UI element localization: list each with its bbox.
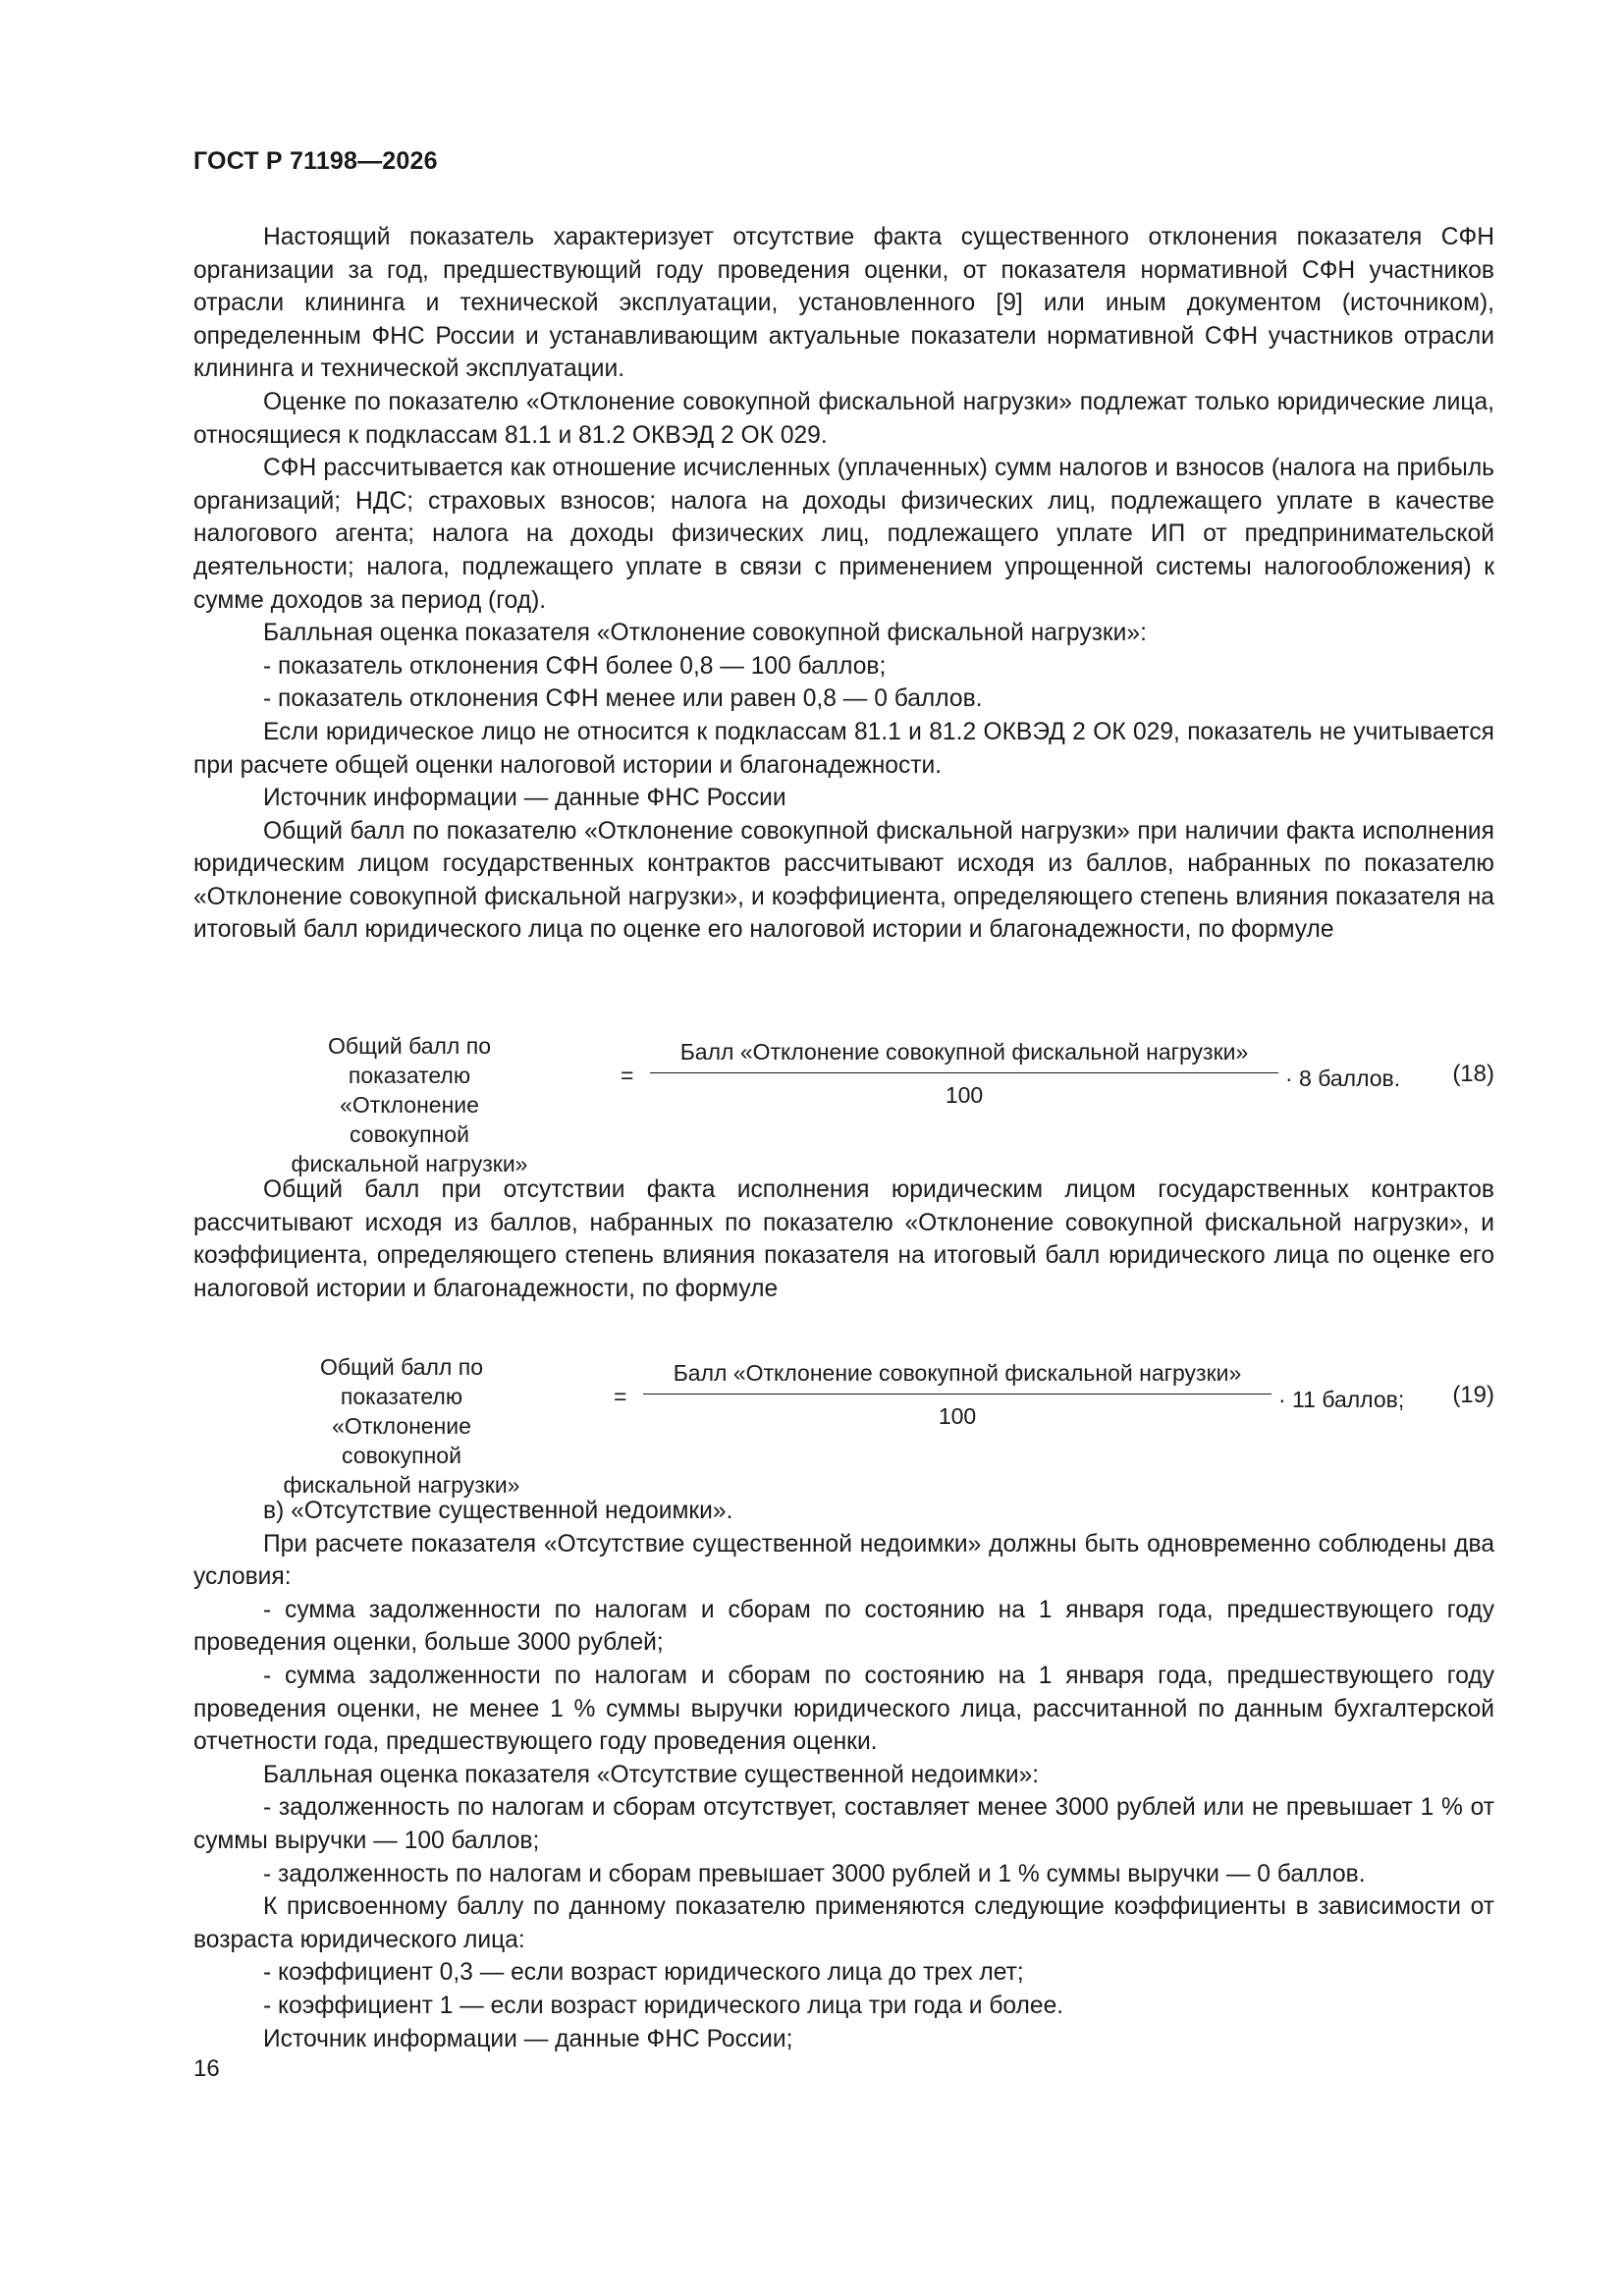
formula-numerator: Балл «Отклонение совокупной фискальной нагрузки» xyxy=(673,1360,1242,1386)
formula-number: (19) xyxy=(1452,1382,1494,1408)
page-number: 16 xyxy=(193,2055,220,2082)
formula-denominator: 100 xyxy=(945,1082,984,1108)
document-header: ГОСТ Р 71198—2026 xyxy=(193,147,438,175)
list-item: - сумма задолженности по налогам и сборам по состоянию на 1 января года, предшествующего году проведения оценки, больше 3000 рублей; xyxy=(193,1596,1494,1657)
paragraph: Источник информации — данные ФНС России xyxy=(263,785,786,812)
formula-numerator: Балл «Отклонение совокупной фискальной нагрузки» xyxy=(679,1039,1249,1065)
fraction-bar xyxy=(650,1072,1278,1073)
list-item: - показатель отклонения СФН менее или равен 0,8 — 0 баллов. xyxy=(263,685,983,713)
paragraph: Если юридическое лицо не относится к подклассам 81.1 и 81.2 ОКВЭД 2 ОК 029, показатель не учитывается при расчете общей оценки налоговой истории и благонадежности. xyxy=(193,718,1494,779)
section-3 xyxy=(193,1495,1494,2055)
formula-left-side: Общий балл по показателю «Отклонение совокупной фискальной нагрузки» xyxy=(291,1033,528,1176)
formula-multiplier: · 11 баллов; xyxy=(1278,1387,1405,1412)
section-1 xyxy=(193,221,1494,947)
list-item: - показатель отклонения СФН более 0,8 — 100 баллов; xyxy=(263,652,887,680)
paragraph: СФН рассчитывается как отношение исчисленных (уплаченных) сумм налогов и взносов (налога на прибыль организаций; НДС; страховых взносов; налога на доходы физических лиц, подлежащего уплате в качестве налогового агента; налога на доходы физических лиц, подлежащего уплате ИП от предпринимательской деятельности; налога, подлежащего уплате в связи с применением упрощенной системы налогообложения) к сумме доходов за период (год). xyxy=(193,455,1494,614)
list-item: - сумма задолженности по налогам и сборам по состоянию на 1 января года, предшествующего году проведения оценки, не менее 1 % суммы выручки юридического лица, рассчитанной по данным бухгалтерской отчетности года, предшествующего году проведения оценки. xyxy=(193,1662,1494,1756)
list-item: - задолженность по налогам и сборам превышает 3000 рублей и 1 % суммы выручки — 0 баллов. xyxy=(263,1860,1366,1887)
formula-19 xyxy=(193,1352,1494,1498)
formula-equals: = xyxy=(621,1063,634,1088)
formula-number: (18) xyxy=(1452,1061,1494,1087)
paragraph: Балльная оценка показателя «Отклонение совокупной фискальной нагрузки»: xyxy=(263,620,1147,647)
paragraph: Общий балл при отсутствии факта исполнения юридическим лицом государственных контрактов рассчитывают исходя из баллов, набранных по показателю «Отклонение совокупной фискальной нагрузки», и коэффициента, определяющего степень влияния показателя на итоговый балл юридического лица по оценке его налоговой истории и благонадежности, по формуле xyxy=(193,1176,1494,1302)
paragraph: Балльная оценка показателя «Отсутствие существенной недоимки»: xyxy=(263,1761,1040,1788)
list-item: - коэффициент 1 — если возраст юридического лица три года и более. xyxy=(263,1992,1064,2019)
paragraph: Общий балл по показателю «Отклонение совокупной фискальной нагрузки» при наличии факта исполнения юридическим лицом государственных контрактов рассчитывают исходя из баллов, набранных по показателю «Отклонение совокупной фискальной нагрузки», и коэффициента, определяющего степень влияния показателя на итоговый балл юридического лица по оценке его налоговой истории и благонадежности, по формуле xyxy=(193,817,1494,944)
paragraph: При расчете показателя «Отсутствие существенной недоимки» должны быть одновременно соблюдены два условия: xyxy=(193,1530,1494,1591)
formula-18 xyxy=(193,1031,1494,1176)
paragraph: Оценке по показателю «Отклонение совокупной фискальной нагрузки» подлежат только юридические лица, относящиеся к подклассам 81.1 и 81.2 ОКВЭД 2 ОК 029. xyxy=(193,388,1494,449)
paragraph: Источник информации — данные ФНС России; xyxy=(263,2025,793,2052)
formula-equals: = xyxy=(614,1384,627,1409)
list-heading: в) «Отсутствие существенной недоимки». xyxy=(263,1498,733,1524)
section-2 xyxy=(193,1174,1494,1305)
formula-denominator: 100 xyxy=(938,1403,977,1429)
paragraph: К присвоенному баллу по данному показателю применяются следующие коэффициенты в зависимости от возраста юридического лица: xyxy=(193,1893,1494,1953)
list-item: - задолженность по налогам и сборам отсутствует, составляет менее 3000 рублей или не превышает 1 % от суммы выручки — 100 баллов; xyxy=(193,1794,1494,1854)
formula-left-side: Общий балл по показателю «Отклонение совокупной фискальной нагрузки» xyxy=(283,1354,520,1498)
formula-multiplier: · 8 баллов. xyxy=(1285,1066,1401,1091)
paragraph: Настоящий показатель характеризует отсутствие факта существенного отклонения показателя СФН организации за год, предшествующий году проведения оценки, от показателя нормативной СФН участников отрасли клининга и технической эксплуатации, установленного [9] или иным документом (источником), определенным ФНС России и устанавливающим актуальные показатели нормативной СФН участников отрасли клининга и технической эксплуатации. xyxy=(193,224,1494,383)
list-item: - коэффициент 0,3 — если возраст юридического лица до трех лет; xyxy=(263,1959,1024,1987)
